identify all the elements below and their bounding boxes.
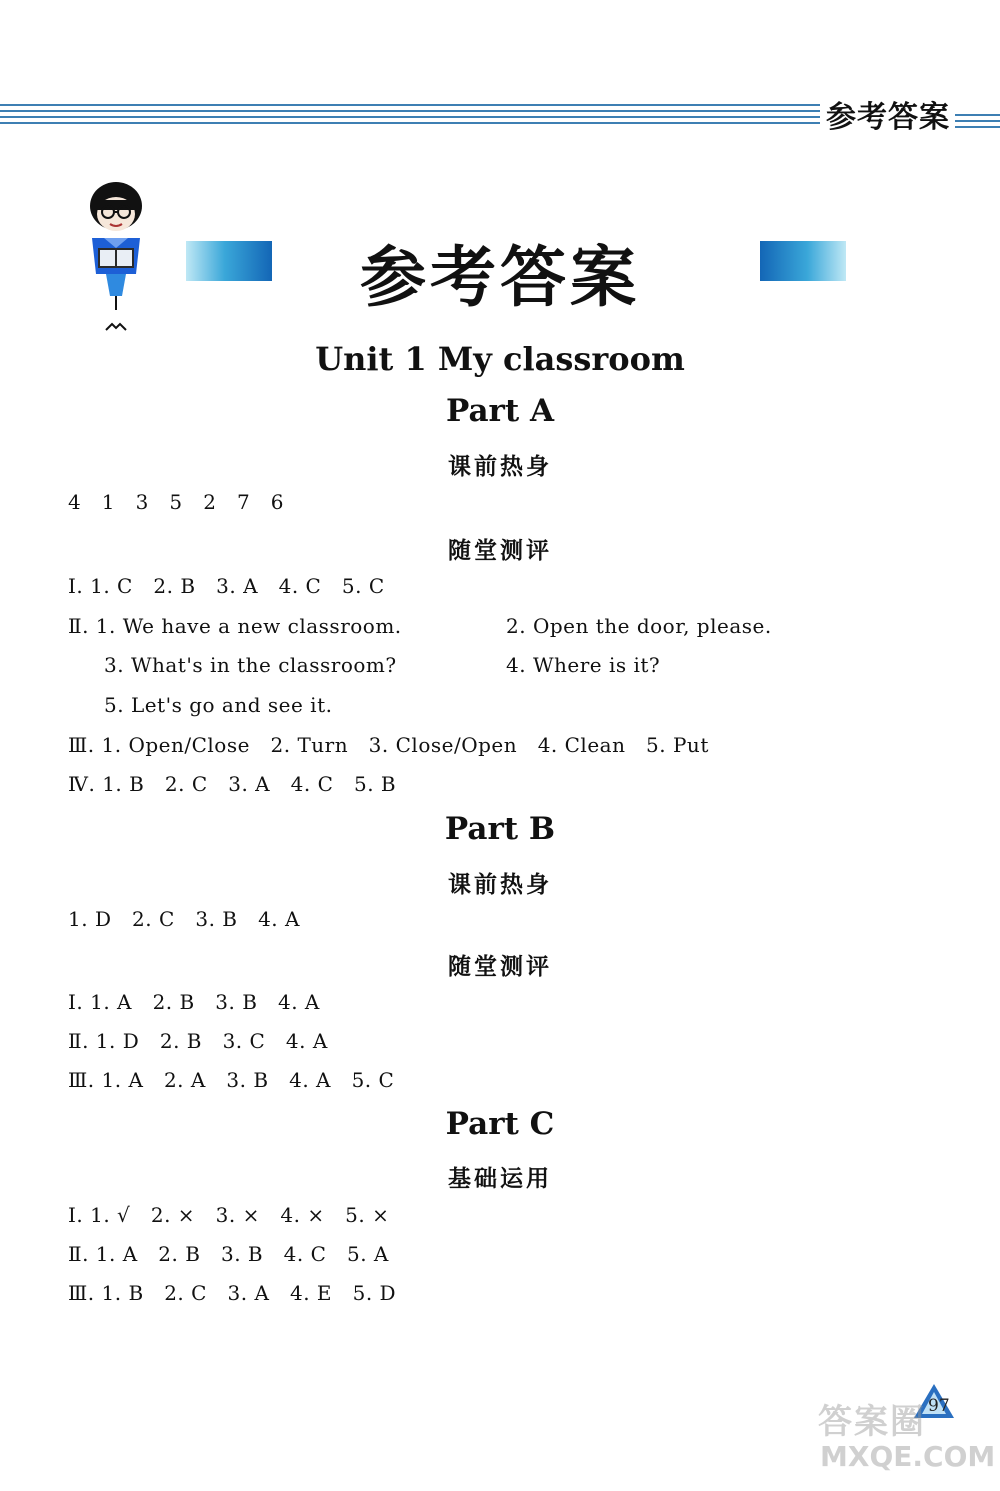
part-a-warmup-heading: 课前热身 — [448, 454, 552, 480]
watermark-url: MXQE.COM — [820, 1440, 996, 1473]
part-c-basics-line-3: Ⅲ. 1. B 2. C 3. A 4. E 5. D — [68, 1281, 397, 1305]
part-a-warmup-answers: 4 1 3 5 2 7 6 — [68, 490, 285, 514]
part-a-test-line-4: 5. Let's go and see it. — [104, 693, 333, 717]
part-c-heading: Part C — [445, 1106, 555, 1142]
part-a-test-line-5: Ⅲ. 1. Open/Close 2. Turn 3. Close/Open 4. Clean 5. Put — [68, 733, 709, 757]
part-c-basics-heading: 基础运用 — [448, 1166, 552, 1192]
unit-heading: Unit 1 My classroom — [315, 340, 685, 378]
page-title: 参考答案 — [360, 239, 640, 316]
part-a-test-line-3b: 4. Where is it? — [506, 653, 661, 677]
header-rule-right — [955, 114, 1000, 128]
page-number: 97 — [928, 1396, 950, 1416]
part-b-warmup-answers: 1. D 2. C 3. B 4. A — [68, 907, 300, 931]
part-b-test-line-1: Ⅰ. 1. A 2. B 3. B 4. A — [68, 990, 320, 1014]
watermark-logo: 答案圈 — [818, 1402, 926, 1442]
part-c-basics-line-2: Ⅱ. 1. A 2. B 3. B 4. C 5. A — [68, 1242, 389, 1266]
part-b-test-line-2: Ⅱ. 1. D 2. B 3. C 4. A — [68, 1029, 328, 1053]
part-a-test-line-1: Ⅰ. 1. C 2. B 3. A 4. C 5. C — [68, 574, 385, 598]
part-b-test-line-3: Ⅲ. 1. A 2. A 3. B 4. A 5. C — [68, 1068, 395, 1092]
part-a-test-heading: 随堂测评 — [448, 538, 552, 564]
part-a-heading: Part A — [445, 393, 555, 429]
part-a-test-line-3: 3. What's in the classroom? — [104, 653, 397, 677]
part-a-test-line-2b: 2. Open the door, please. — [506, 614, 772, 638]
part-a-test-line-6: Ⅳ. 1. B 2. C 3. A 4. C 5. B — [68, 772, 397, 796]
header-rule — [0, 104, 820, 128]
part-b-test-heading: 随堂测评 — [448, 954, 552, 980]
part-c-basics-line-1: Ⅰ. 1. √ 2. × 3. × 4. × 5. × — [68, 1203, 390, 1227]
part-b-heading: Part B — [444, 811, 556, 847]
part-a-test-line-2: Ⅱ. 1. We have a new classroom. — [68, 614, 402, 638]
running-header: 参考答案 — [826, 100, 950, 135]
part-b-warmup-heading: 课前热身 — [448, 872, 552, 898]
